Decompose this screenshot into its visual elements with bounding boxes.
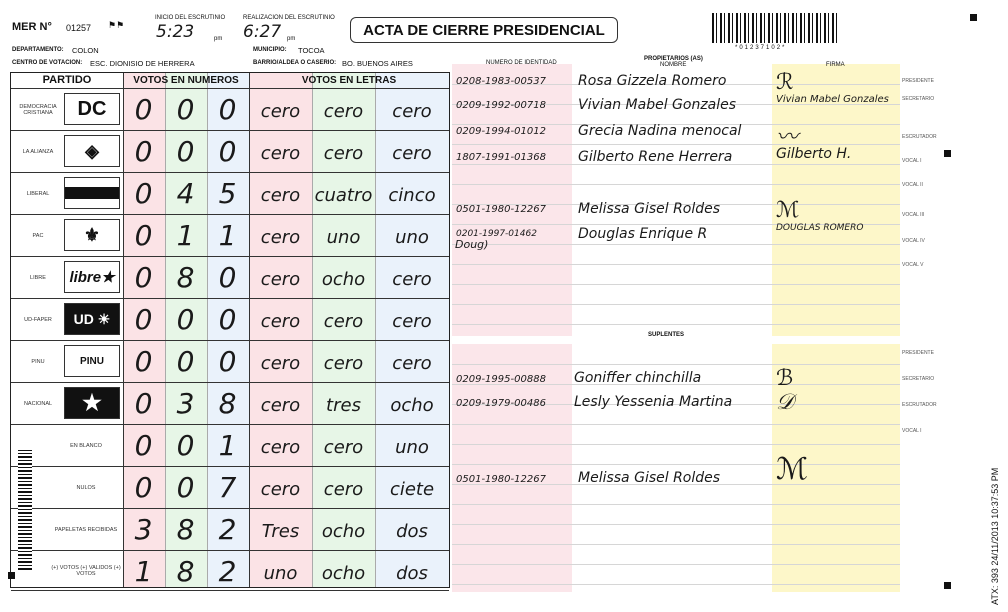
vote-word: cero (260, 395, 301, 416)
corner-mark (944, 150, 951, 157)
grid-line (452, 544, 900, 545)
vote-word: uno (395, 437, 429, 458)
vote-digit: 0 (134, 177, 153, 210)
inicio-label: INICIO DEL ESCRUTINIO (155, 15, 226, 21)
role-label: ESCRUTADOR (902, 134, 937, 140)
id-note: Doug) (455, 238, 489, 251)
member-name: Melissa Gisel Roldes (578, 201, 721, 217)
party-name: NACIONAL (23, 400, 53, 407)
vote-digit: 1 (218, 219, 237, 252)
votes-table (10, 72, 450, 588)
barcode-text: *01237102* (735, 45, 787, 51)
vote-digit: 2 (218, 555, 237, 588)
signature: ℛ (776, 70, 794, 95)
member-name: Rosa Gizzela Romero (578, 73, 727, 89)
role-label: VOCAL I (902, 158, 922, 164)
party-logo: UD ☀ (64, 303, 120, 335)
member-name: Gilberto Rene Herrera (578, 149, 733, 165)
vote-word: ciete (389, 479, 435, 500)
page-title: ACTA DE CIERRE PRESIDENCIAL (363, 21, 605, 39)
vote-word: Tres (261, 521, 300, 542)
role-label: PRESIDENTE (902, 78, 934, 84)
table-row (11, 299, 449, 341)
vote-word: cero (260, 143, 301, 164)
side-barcode (18, 450, 32, 570)
col-partido: PARTIDO (42, 74, 92, 86)
timestamp-stamp: ATX: 393 24/11/2013 10:37:53 PM (990, 467, 1000, 605)
vote-digit: 8 (176, 513, 195, 546)
table-row (11, 425, 449, 467)
signature: ℬ (776, 366, 794, 391)
vote-word: ocho (321, 269, 366, 290)
party-name: LIBERAL (26, 190, 50, 197)
id-number: 0209-1995-00888 (456, 374, 546, 385)
table-row (11, 215, 449, 257)
vote-digit: 0 (176, 345, 195, 378)
id-number: 0209-1994-01012 (456, 126, 546, 137)
id-number: 0501-1980-12267 (456, 204, 546, 215)
grid-line (452, 304, 900, 305)
vote-word: dos (396, 521, 428, 542)
party-name: UD-FAPER (24, 316, 52, 323)
departamento-value: COLON (72, 46, 99, 55)
vote-digit: 2 (218, 513, 237, 546)
table-row (11, 131, 449, 173)
signature: ℳ (776, 452, 809, 487)
vote-word: cero (392, 269, 432, 290)
title-box (350, 17, 618, 43)
party-name: LIBRE (30, 274, 46, 281)
vote-word: cero (323, 101, 364, 122)
vote-digit: 0 (134, 303, 153, 336)
vote-digit: 0 (176, 429, 195, 462)
table-row (11, 383, 449, 425)
signature: Vivian Mabel Gonzales (776, 94, 889, 105)
member-name: Lesly Yessenia Martina (574, 394, 733, 410)
role-label: VOCAL II (902, 182, 923, 188)
corner-mark (944, 582, 951, 589)
vote-word: cero (260, 185, 301, 206)
id-number: 0209-1992-00718 (456, 100, 546, 111)
vote-word: cero (260, 479, 301, 500)
municipio-label: MUNICIPIO: (253, 47, 287, 53)
grid-line (452, 264, 900, 265)
municipio-value: TOCOA (298, 46, 325, 55)
signature: 𝒟 (776, 390, 794, 415)
grid-line (452, 524, 900, 525)
vote-word: cero (323, 311, 364, 332)
grid-line (452, 184, 900, 185)
barrio-value: BO. BUENOS AIRES (342, 59, 413, 68)
grid-line (452, 444, 900, 445)
party-name: DEMOCRACIA CRISTIANA (19, 103, 57, 116)
vote-word: cero (323, 353, 364, 374)
party-logo: ⚜ (64, 219, 120, 251)
vote-digit: 0 (218, 303, 237, 336)
col-numeros: VOTOS EN NUMEROS (133, 75, 239, 86)
corner-mark (970, 14, 977, 21)
grid-line (452, 564, 900, 565)
grid-line (452, 144, 900, 145)
grid-line (452, 504, 900, 505)
member-name: Melissa Gisel Roldes (578, 470, 721, 486)
vote-digit: 0 (176, 303, 195, 336)
vote-word: ocho (390, 395, 434, 416)
vote-digit: 8 (176, 555, 195, 588)
vote-word: ocho (321, 563, 366, 584)
vote-word: cero (260, 437, 301, 458)
party-logo: libre★ (64, 261, 120, 293)
grid-line (452, 364, 900, 365)
vote-digit: 1 (134, 555, 153, 588)
flag-icon: ⚑⚑ (108, 20, 125, 30)
role-label: PRESIDENTE (902, 350, 934, 356)
vote-digit: 0 (134, 219, 153, 252)
id-number: 0209-1979-00486 (456, 398, 546, 409)
table-row (11, 341, 449, 383)
vote-word: cero (392, 353, 432, 374)
party-name: PAPELETAS RECIBIDAS (54, 526, 118, 533)
vote-digit: 0 (134, 93, 153, 126)
vote-word: cero (260, 269, 301, 290)
party-name: PINU (31, 358, 45, 365)
id-number: 0208-1983-00537 (456, 76, 546, 87)
table-row (11, 257, 449, 299)
propietarios-label: PROPIETARIOS (AS) (644, 56, 703, 62)
vote-word: cero (392, 143, 432, 164)
vote-word: uno (326, 227, 361, 248)
grid-line (452, 284, 900, 285)
party-logo: DC (64, 93, 120, 125)
vote-word: cero (260, 353, 301, 374)
mer-number: 01257 (66, 23, 92, 33)
vote-digit: 5 (218, 177, 237, 210)
vote-word: cero (323, 143, 364, 164)
party-logo (64, 177, 120, 209)
party-name: LA ALIANZA (22, 148, 54, 155)
grid-line (452, 584, 900, 585)
realizacion-time: 6:27 (243, 22, 282, 42)
member-name: Douglas Enrique R (578, 226, 708, 242)
signature: ℳ (776, 198, 800, 223)
vote-word: uno (395, 227, 429, 248)
identidad-label: NUMERO DE IDENTIDAD (486, 60, 557, 66)
role-label: SECRETARIO (902, 376, 935, 382)
nombre-label: NOMBRE (660, 62, 687, 68)
centro-label: CENTRO DE VOTACION: (12, 60, 83, 66)
vote-word: cuatro (314, 185, 373, 206)
vote-digit: 0 (176, 471, 195, 504)
barcode (712, 13, 840, 43)
role-label: VOCAL III (902, 212, 925, 218)
centro-value: ESC. DIONISIO DE HERRERA (90, 59, 195, 68)
grid-line (452, 324, 900, 325)
realizacion-ampm: pm (287, 36, 296, 42)
realizacion-label: REALIZACION DEL ESCRUTINIO (243, 15, 335, 21)
id-number: 1807-1991-01368 (456, 152, 546, 163)
vote-digit: 0 (134, 387, 153, 420)
vote-digit: 0 (176, 135, 195, 168)
vote-digit: 0 (218, 93, 237, 126)
suplentes-label: SUPLENTES (648, 332, 685, 338)
vote-word: cero (392, 311, 432, 332)
id-number: 0201-1997-01462 (456, 229, 537, 239)
role-label: ESCRUTADOR (902, 402, 937, 408)
member-name: Vivian Mabel Gonzales (578, 97, 737, 113)
inicio-time: 5:23 (156, 22, 195, 42)
barrio-label: BARRIO/ALDEA O CASERIO: (253, 60, 337, 66)
vote-digit: 0 (218, 135, 237, 168)
signature: Gilberto H. (776, 146, 852, 162)
col-letras: VOTOS EN LETRAS (301, 75, 397, 86)
member-name: Grecia Nadina menocal (578, 123, 742, 139)
party-name: PAC (32, 232, 44, 239)
vote-digit: 1 (176, 219, 195, 252)
vote-digit: 0 (176, 93, 195, 126)
signature: DOUGLAS ROMERO (776, 223, 864, 233)
corner-mark (8, 572, 15, 579)
party-logo: ★ (64, 387, 120, 419)
vote-digit: 8 (176, 261, 195, 294)
firma-label: FIRMA (826, 62, 845, 68)
departamento-label: DEPARTAMENTO: (12, 47, 64, 53)
table-row (11, 89, 449, 131)
vote-digit: 0 (218, 345, 237, 378)
vote-word: uno (263, 563, 298, 584)
id-number: 0501-1980-12267 (456, 474, 546, 485)
mer-label: MER N° (12, 21, 52, 33)
table-row (11, 467, 449, 509)
role-label: VOCAL I (902, 428, 922, 434)
vote-digit: 3 (134, 513, 153, 546)
grid-line (452, 424, 900, 425)
vote-digit: 0 (134, 345, 153, 378)
vote-digit: 0 (134, 135, 153, 168)
table-row (11, 173, 449, 215)
role-label: VOCAL V (902, 262, 924, 268)
grid-line (452, 244, 900, 245)
role-label: VOCAL IV (902, 238, 925, 244)
role-label: SECRETARIO (902, 96, 935, 102)
vote-digit: 0 (134, 261, 153, 294)
member-name: Goniffer chinchilla (574, 370, 702, 386)
table-row (11, 509, 449, 551)
vote-digit: 7 (218, 471, 237, 504)
vote-word: cero (260, 311, 301, 332)
vote-word: dos (396, 563, 428, 584)
vote-digit: 0 (218, 261, 237, 294)
party-logo: PINU (64, 345, 120, 377)
party-name: (+) VOTOS (+) VALIDOS (+) VOTOS (51, 564, 121, 577)
vote-word: cero (323, 479, 364, 500)
vote-word: cero (260, 101, 301, 122)
table-row (11, 551, 449, 591)
vote-digit: 8 (218, 387, 237, 420)
party-logo: ◈ (64, 135, 120, 167)
vote-digit: 3 (176, 387, 195, 420)
vote-digit: 4 (176, 177, 195, 210)
vote-word: tres (326, 395, 361, 416)
vote-word: cinco (388, 185, 436, 206)
inicio-ampm: pm (214, 36, 223, 42)
party-name: EN BLANCO (70, 442, 102, 449)
vote-word: cero (392, 101, 432, 122)
grid-line (452, 464, 900, 465)
signature: 〰 (776, 125, 799, 150)
party-name: NULOS (76, 484, 96, 491)
vote-digit: 1 (218, 429, 237, 462)
vote-word: cero (323, 437, 364, 458)
vote-word: ocho (321, 521, 366, 542)
vote-word: cero (260, 227, 301, 248)
vote-digit: 0 (134, 471, 153, 504)
vote-digit: 0 (134, 429, 153, 462)
